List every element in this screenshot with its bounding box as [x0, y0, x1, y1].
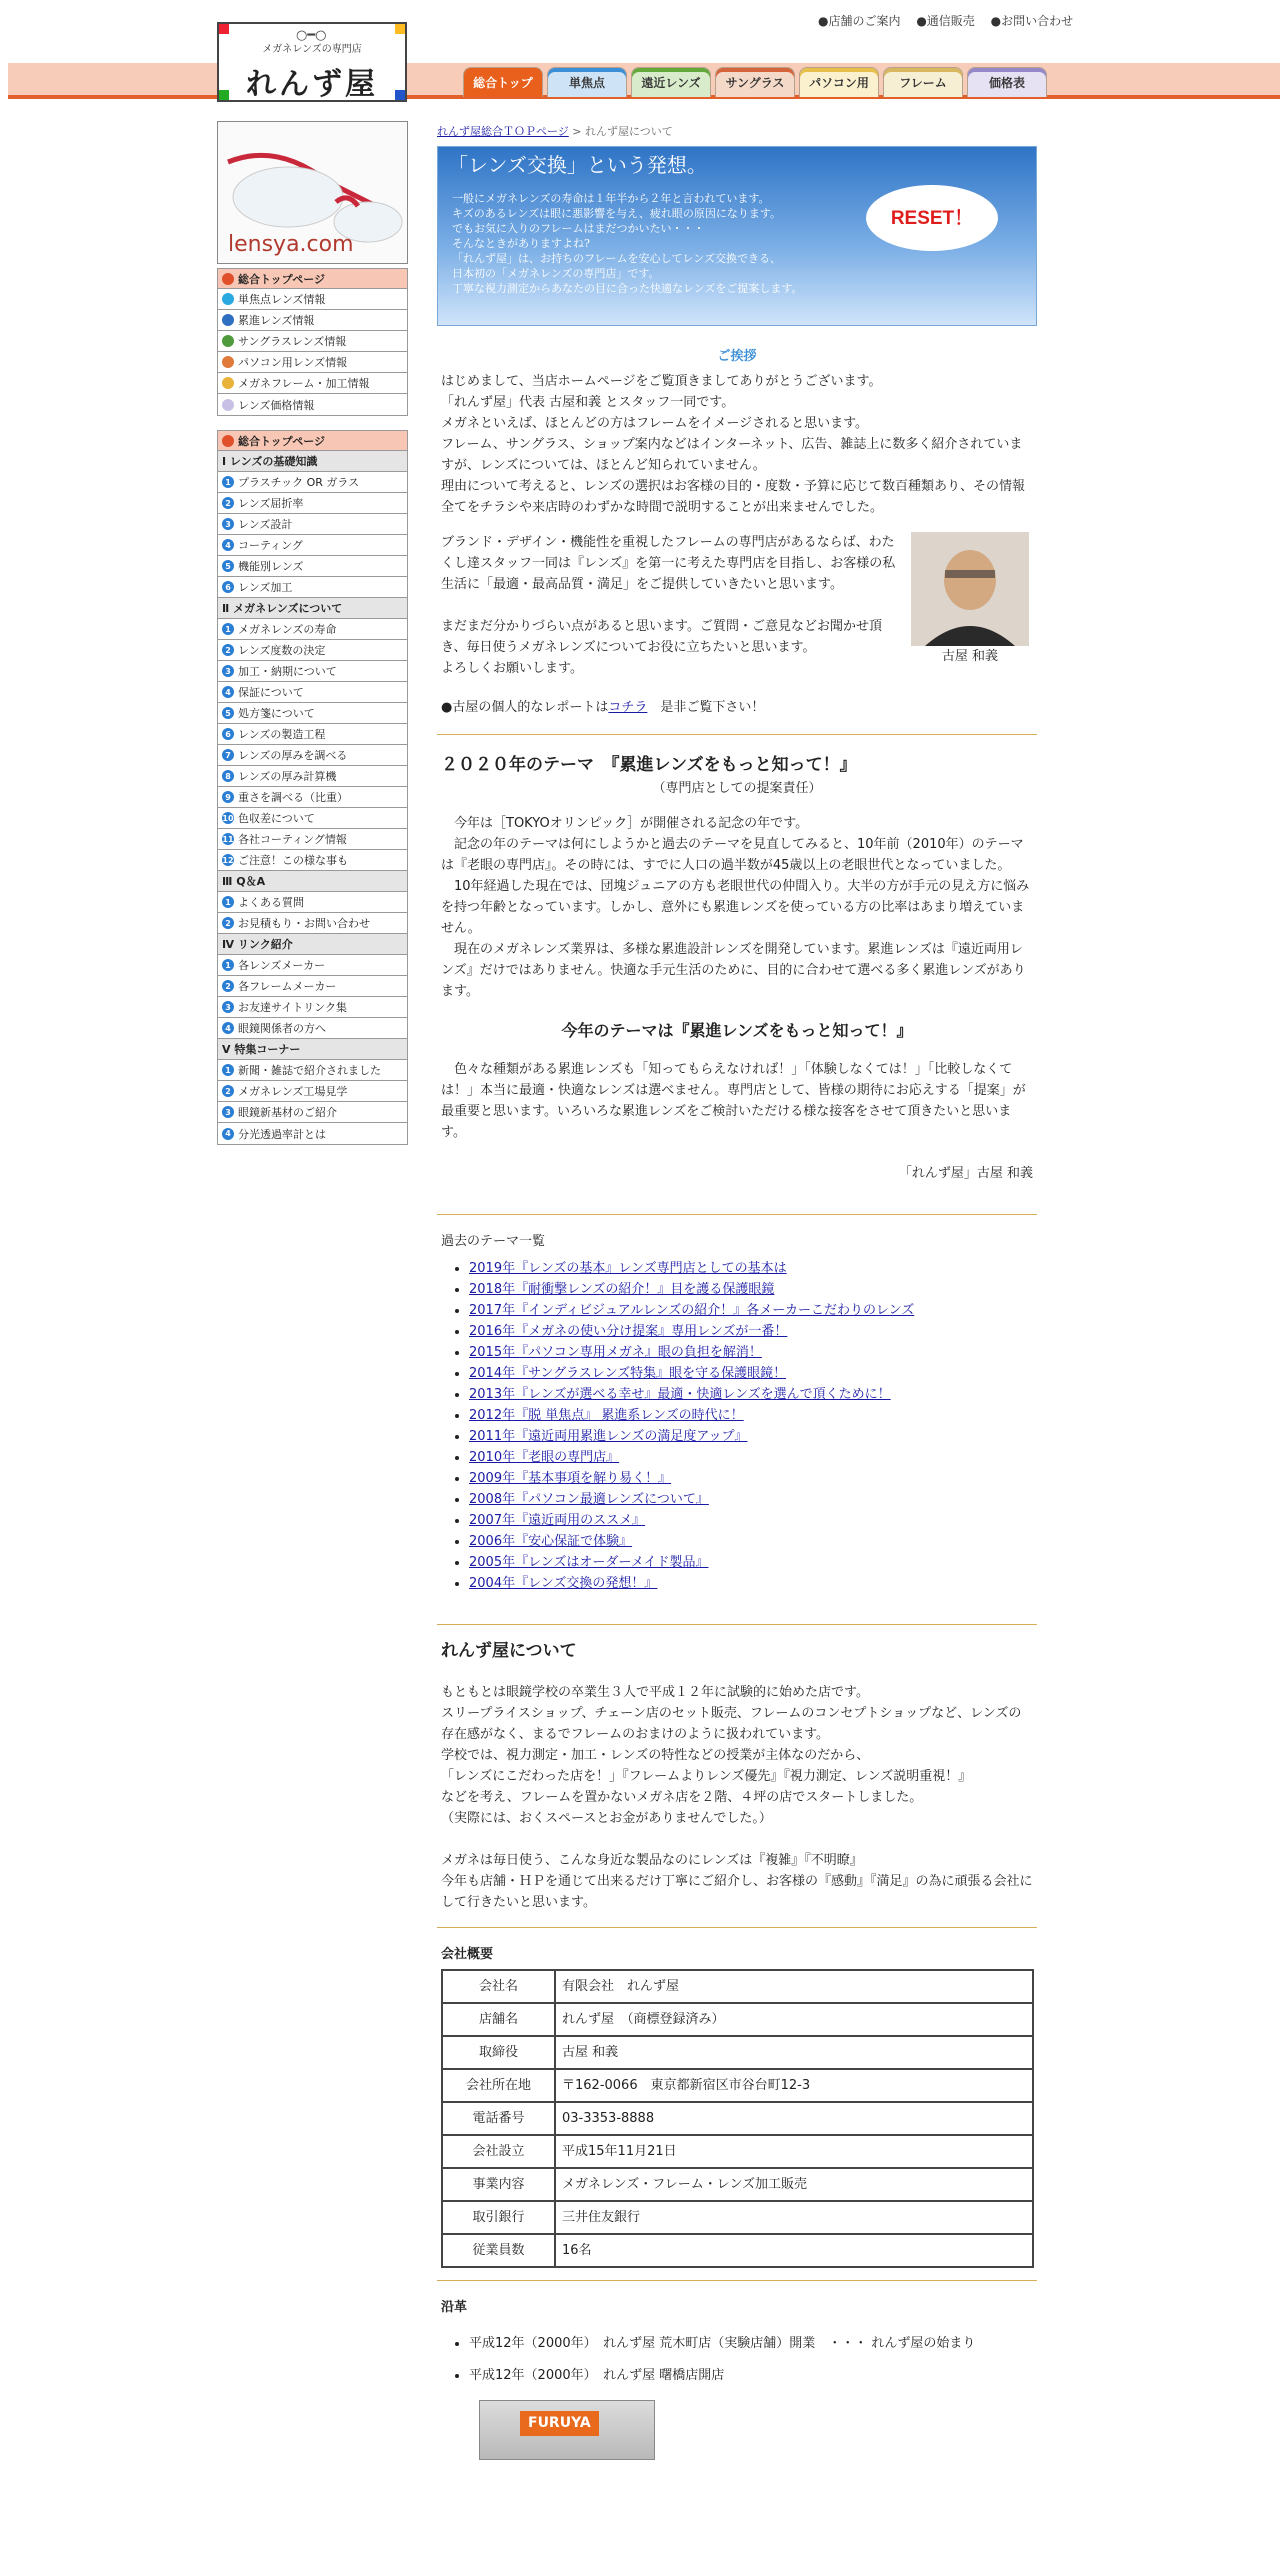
menu-item-label: プラスチック OR ガラス	[238, 476, 360, 489]
menu-item[interactable]	[218, 514, 407, 535]
past-themes-title: 過去のテーマ一覧	[441, 1234, 546, 1249]
number-icon: 2	[222, 497, 234, 509]
category-tabs	[463, 67, 1047, 97]
breadcrumb-current: れんず屋について	[585, 125, 673, 138]
about-title: れんず屋について	[441, 1641, 577, 1661]
menu-item[interactable]	[218, 892, 407, 913]
number-icon: 4	[222, 686, 234, 698]
menu-item[interactable]	[218, 640, 407, 661]
contact-link[interactable]: ●お問い合わせ	[990, 14, 1074, 28]
hero-banner	[437, 146, 1037, 326]
hero-line: 丁寧な視力測定からあなたの目に合った快適なレンズをご提案します。	[452, 282, 803, 295]
menu-item[interactable]	[218, 829, 407, 850]
menu-item[interactable]	[218, 808, 407, 829]
paragraph: フレーム、サングラス、ショップ案内などはインターネット、広告、雑誌上に数多く紹介されていますが、レンズについては、ほとんど知られていません。	[441, 437, 1023, 473]
row-value: 03-3353-8888	[555, 2102, 1033, 2135]
table-row	[442, 1970, 1033, 2003]
tab-price[interactable]: 価格表	[967, 67, 1047, 97]
hero-headline: 「レンズ交換」という発想。	[448, 153, 707, 177]
menu-item-label: レンズ屈折率	[238, 497, 304, 510]
list-item	[469, 1321, 1037, 1342]
number-icon: 1	[222, 959, 234, 971]
theme-heading-2: 今年のテーマは『累進レンズをもっと知って！』	[561, 1021, 913, 1040]
menu-item-label: お友達サイトリンク集	[238, 1001, 348, 1014]
paragraph: 「レンズにこだわった店を！」『フレームよりレンズ優先』『視力測定、レンズ説明重視！』	[441, 1769, 972, 1784]
list-item	[469, 1573, 1037, 1594]
table-row	[442, 2069, 1033, 2102]
number-icon: 3	[222, 1106, 234, 1118]
table-row	[442, 2201, 1033, 2234]
tab-frame[interactable]: フレーム	[883, 67, 963, 97]
number-icon: 11	[222, 834, 234, 844]
number-icon: 3	[222, 1001, 234, 1013]
table-row	[442, 2168, 1033, 2201]
portrait-image	[911, 532, 1029, 646]
bullet-icon	[222, 377, 234, 389]
menu-item[interactable]	[218, 724, 407, 745]
report-suffix: 是非ご覧下さい！	[647, 700, 765, 715]
paragraph: （実際には、おくスペースとお金がありませんでした。）	[441, 1811, 772, 1826]
list-item	[469, 1426, 1037, 1447]
report-link[interactable]: コチラ	[608, 700, 648, 715]
tab-progressive[interactable]: 遠近レンズ	[631, 67, 711, 97]
list-item	[469, 1468, 1037, 1489]
menu-item-label: 処方箋について	[238, 707, 315, 720]
sidebar	[217, 121, 408, 1145]
menu-item[interactable]	[218, 1060, 407, 1081]
about-text-2	[441, 1850, 1033, 1913]
row-value: 〒162-0066 東京都新宿区市谷台町12-3	[555, 2069, 1033, 2102]
menu-section: Ⅲ Q＆A	[218, 871, 407, 892]
list-item	[469, 1342, 1037, 1363]
row-label: 会社所在地	[442, 2069, 555, 2102]
number-icon: 1	[222, 623, 234, 635]
history-title: 沿革	[441, 2300, 468, 2315]
menu-item[interactable]	[218, 913, 407, 934]
row-label: 会社名	[442, 1970, 555, 2003]
past-theme-link[interactable]: 2011年『遠近両用累進レンズの満足度アップ』	[469, 1429, 748, 1444]
greeting-text	[441, 371, 1033, 518]
past-theme-link[interactable]: 2014年『サングラスレンズ特集』眼を守る保護眼鏡！	[469, 1366, 787, 1381]
paragraph: はじめまして、当店ホームページをご覧頂きましてありがとうございます。	[441, 374, 882, 389]
breadcrumb	[437, 121, 1037, 142]
number-icon: 2	[222, 917, 234, 929]
menu-item[interactable]	[218, 745, 407, 766]
paragraph: メガネは毎日使う、こんな身近な製品なのにレンズは『複雑』『不明瞭』	[441, 1853, 863, 1868]
number-icon: 9	[222, 791, 234, 803]
history-list	[469, 2328, 1037, 2392]
hero-line: 日本初の「メガネレンズの専門店」です。	[452, 267, 660, 280]
hero-text	[452, 191, 803, 296]
theme-signature: 「れんず屋」古屋 和義	[898, 1166, 1033, 1181]
lensya-banner[interactable]	[217, 121, 408, 264]
menu-item-label: メガネレンズの寿命	[238, 623, 337, 636]
hero-line: そんなときがありますよね?	[452, 237, 590, 250]
logo-subtitle: メガネレンズの専門店	[262, 44, 362, 55]
menu-item-label: 機能別レンズ	[238, 560, 304, 573]
menu-item-label: 単焦点レンズ情報	[238, 293, 326, 306]
menu-section: Ⅳ リンク紹介	[218, 934, 407, 955]
menu-item-label: レンズの厚み計算機	[238, 770, 337, 783]
menu-item-label: 各フレームメーカー	[238, 980, 337, 993]
row-label: 店舗名	[442, 2003, 555, 2036]
menu-item[interactable]	[218, 535, 407, 556]
breadcrumb-separator: >	[568, 125, 585, 138]
menu-item[interactable]	[218, 331, 407, 352]
paragraph: 記念の年のテーマは何にしようかと過去のテーマを見直してみると、10年前（2010年）のテーマは『老眼の専門店』。その時には、すでに人口の過半数が45歳以上の老眼世代となっていました。	[441, 837, 1024, 873]
menu-item-label: コーティング	[238, 539, 303, 552]
row-value: 古屋 和義	[555, 2036, 1033, 2069]
past-theme-link[interactable]: 2012年『脱 単焦点』 累進系レンズの時代に！	[469, 1408, 744, 1423]
row-label: 取引銀行	[442, 2201, 555, 2234]
divider	[437, 1214, 1037, 1215]
theme-text-2: 色々な種類がある累進レンズも「知ってもらえなければ！」「体験しなくては！」「比較しなくては！」本当に最適・快適なレンズは選べません。専門店として、皆様の期待にお応えする「提案」が最重要と思います。いろいろな累進レンズをご検討いただける様な接客をさせて頂きたいと思います。	[441, 1062, 1026, 1140]
menu-section: Ⅴ 特集コーナー	[218, 1039, 407, 1060]
paragraph: 10年経過した現在では、団塊ジュニアの方も老眼世代の仲間入り。大半の方が手元の見え方に悩みを持つ年齢となっています。しかし、意外にも累進レンズを使っている方の比率はあまり増えていません。	[441, 879, 1030, 936]
menu-head[interactable]: 総合トップページ	[218, 269, 407, 289]
menu-item[interactable]	[218, 1102, 407, 1123]
list-item	[469, 1447, 1037, 1468]
theme-text	[441, 813, 1033, 1002]
table-row	[442, 2102, 1033, 2135]
menu-item-label: 各レンズメーカー	[238, 959, 326, 972]
breadcrumb-home-link[interactable]: れんず屋総合ＴＯＰページ	[437, 125, 569, 138]
row-label: 事業内容	[442, 2168, 555, 2201]
row-label: 会社設立	[442, 2135, 555, 2168]
menu-item[interactable]	[218, 703, 407, 724]
menu-item-label: 累進レンズ情報	[238, 314, 315, 327]
paragraph: 現在のメガネレンズ業界は、多様な累進設計レンズを開発しています。累進レンズは『遠近両用レンズ』だけではありません。快適な手元生活のために、目的に合わせて選べる多く累進レンズがあります。	[441, 942, 1026, 999]
hero-line: 「れんず屋」は、お持ちのフレームを安心してレンズ交換できる、	[452, 252, 781, 265]
menu-item-label: よくある質問	[238, 896, 304, 909]
number-icon: 4	[222, 1022, 234, 1034]
table-row	[442, 2135, 1033, 2168]
past-theme-link[interactable]: 2019年『レンズの基本』レンズ専門店としての基本は	[469, 1261, 787, 1276]
past-theme-link[interactable]: 2006年『安心保証で体験』	[469, 1534, 633, 1549]
menu-item[interactable]	[218, 1081, 407, 1102]
table-row	[442, 2036, 1033, 2069]
row-value: れんず屋 （商標登録済み）	[555, 2003, 1033, 2036]
past-theme-link[interactable]: 2008年『パソコン最適レンズについて』	[469, 1492, 709, 1507]
hero-line: キズのあるレンズは眼に悪影響を与え、疲れ眼の原因になります。	[452, 207, 781, 220]
divider	[437, 2280, 1037, 2281]
row-label: 取締役	[442, 2036, 555, 2069]
row-value: 有限会社 れんず屋	[555, 1970, 1033, 2003]
past-theme-link[interactable]: 2015年『パソコン専用メガネ』眼の負担を解消！	[469, 1345, 762, 1360]
paragraph: メガネといえば、ほとんどの方はフレームをイメージされると思います。	[441, 416, 869, 431]
menu-item[interactable]	[218, 493, 407, 514]
bullet-icon	[222, 356, 234, 368]
paragraph: スリープライスショップ、チェーン店のセット販売、フレームのコンセプトショップなど、レンズの存在感がなく、まるでフレームのおまけのように扱われています。	[441, 1706, 1022, 1742]
menu-item[interactable]	[218, 556, 407, 577]
number-icon: 2	[222, 1085, 234, 1097]
paragraph: 学校では、視力測定・加工・レンズの特性などの授業が主体なのだから、	[441, 1748, 870, 1763]
menu-item[interactable]	[218, 682, 407, 703]
glasses-icon: ○━○	[296, 28, 327, 43]
menu-item-label: ご注意！この様な事も	[238, 854, 348, 867]
photo-caption: 古屋 和義	[941, 649, 999, 664]
mail-order-link[interactable]: ●通信販売	[916, 14, 975, 28]
menu-item[interactable]	[218, 976, 407, 997]
menu-item-label: パソコン用レンズ情報	[238, 356, 348, 369]
top-nav	[818, 12, 1085, 29]
bullet-icon	[222, 293, 234, 305]
menu-item[interactable]	[218, 472, 407, 493]
paragraph: 今年も店舗・ＨＰを通じて出来るだけ丁寧にご紹介し、お客様の『感動』『満足』の為に頑張る会社にして行きたいと思います。	[441, 1874, 1033, 1910]
number-icon: 4	[222, 1128, 234, 1140]
menu-item[interactable]	[218, 997, 407, 1018]
list-item: • 平成12年（2000年） れんず屋 荒木町店（実験店舗）開業 ・・・ れんず屋の始まり	[469, 2328, 1037, 2360]
list-item	[469, 1489, 1037, 1510]
row-value: 平成15年11月21日	[555, 2135, 1033, 2168]
bullet-icon	[222, 435, 234, 447]
row-label: 従業員数	[442, 2234, 555, 2267]
menu-item-label: 眼鏡関係者の方へ	[238, 1022, 326, 1035]
owner-photo	[911, 532, 1029, 667]
number-icon: 2	[222, 980, 234, 992]
tab-sunglass[interactable]: サングラス	[715, 67, 795, 97]
menu-section: Ⅰ レンズの基礎知識	[218, 451, 407, 472]
tab-pc[interactable]: パソコン用	[799, 67, 879, 97]
past-theme-link[interactable]: 2004年『レンズ交換の発想！』	[469, 1576, 658, 1591]
number-icon: 8	[222, 770, 234, 782]
greeting-title: ご挨拶	[717, 349, 757, 364]
menu-item[interactable]	[218, 352, 407, 373]
paragraph: などを考え、フレームを置かないメガネ店を２階、４坪の店でスタートしました。	[441, 1790, 923, 1805]
topics-menu	[217, 430, 408, 1145]
list-item	[469, 1279, 1037, 1300]
menu-item[interactable]	[218, 394, 407, 415]
list-item	[469, 1531, 1037, 1552]
number-icon: 1	[222, 896, 234, 908]
number-icon: 6	[222, 581, 234, 593]
paragraph: 「れんず屋」代表 古屋和義 とスタッフ一同です。	[441, 395, 735, 410]
menu-section: Ⅱ メガネレンズについて	[218, 598, 407, 619]
number-icon: 6	[222, 728, 234, 740]
banner-url: lensya.com	[228, 232, 354, 257]
menu-item-label: 各社コーティング情報	[238, 833, 347, 846]
menu-item[interactable]	[218, 787, 407, 808]
tab-single-vision[interactable]: 単焦点	[547, 67, 627, 97]
number-icon: 5	[222, 707, 234, 719]
menu-item[interactable]	[218, 619, 407, 640]
table-row	[442, 2003, 1033, 2036]
menu-item-label: 新聞・雑誌で紹介されました	[238, 1064, 381, 1077]
number-icon: 7	[222, 749, 234, 761]
divider	[437, 734, 1037, 735]
lens-info-menu	[217, 268, 408, 416]
site-logo[interactable]	[217, 22, 407, 102]
number-icon: 10	[222, 813, 234, 823]
menu-item-label: お見積もり・お問い合わせ	[238, 917, 370, 930]
row-value: 三井住友銀行	[555, 2201, 1033, 2234]
past-theme-link[interactable]: 2007年『遠近両用のススメ』	[469, 1513, 646, 1528]
hero-line: でもお気に入りのフレームはまだつかいたい・・・	[452, 222, 705, 235]
main-content	[437, 121, 1037, 2460]
paragraph: まだまだ分かりづらい点があると思います。ご質問・ご意見などお聞かせ頂き、毎日使うメガネレンズについてお役に立ちたいと思います。	[441, 619, 882, 655]
menu-item[interactable]	[218, 373, 407, 394]
menu-item-label: 色収差について	[238, 812, 315, 825]
past-theme-link[interactable]: 2005年『レンズはオーダーメイド製品』	[469, 1555, 709, 1570]
company-table	[441, 1969, 1034, 2268]
list-item	[469, 1258, 1037, 1279]
shop-info-link[interactable]: ●店舗のご案内	[818, 14, 901, 28]
menu-item-label: レンズ度数の決定	[238, 644, 326, 657]
menu-item[interactable]	[218, 310, 407, 331]
row-value: 16名	[555, 2234, 1033, 2267]
menu-head[interactable]	[218, 431, 407, 451]
past-theme-link[interactable]: 2009年『基本事項を解り易く！』	[469, 1471, 672, 1486]
menu-item[interactable]	[218, 850, 407, 871]
past-theme-link[interactable]: 2017年『インディビジュアルレンズの紹介！』各メーカーこだわりのレンズ	[469, 1303, 915, 1318]
past-theme-link[interactable]: 2010年『老眼の専門店』	[469, 1450, 620, 1465]
menu-item-label: レンズ加工	[238, 581, 293, 594]
paragraph: ブランド・デザイン・機能性を重視したフレームの専門店があるならば、わたくし達スタッフ一同は『レンズ』を第一に考えた専門店を目指し、お客様の私生活に「最適・最高品質・満足」をご提供していきたいと思います。	[441, 535, 896, 592]
about-text	[441, 1682, 1033, 1829]
past-theme-link[interactable]: 2018年『耐衝撃レンズの紹介！』目を護る保護眼鏡	[469, 1282, 775, 1297]
menu-item[interactable]	[218, 955, 407, 976]
menu-item-label: メガネフレーム・加工情報	[238, 377, 370, 390]
paragraph: 今年は［TOKYOオリンピック］が開催される記念の年です。	[441, 816, 809, 831]
shop-photo	[479, 2400, 655, 2460]
number-icon: 4	[222, 539, 234, 551]
paragraph: よろしくお願いします。	[441, 661, 583, 676]
menu-item-label: レンズの製造工程	[238, 728, 326, 741]
number-icon: 5	[222, 560, 234, 572]
divider	[437, 1624, 1037, 1625]
bullet-icon	[222, 335, 234, 347]
number-icon: 3	[222, 665, 234, 677]
theme-title: ２０２０年のテーマ 『累進レンズをもっと知って！』	[441, 755, 857, 775]
past-theme-link[interactable]: 2016年『メガネの使い分け提案』専用レンズが一番！	[469, 1324, 788, 1339]
number-icon: 1	[222, 476, 234, 488]
theme-subtitle: （専門店としての提案責任）	[652, 781, 822, 796]
reset-badge: RESET！	[866, 185, 998, 251]
menu-item-label: 加工・納期について	[238, 665, 337, 678]
menu-item-label: サングラスレンズ情報	[238, 335, 347, 348]
number-icon: 2	[222, 644, 234, 656]
list-item	[469, 1363, 1037, 1384]
company-title: 会社概要	[441, 1947, 494, 1962]
shop-sign: FURUYA	[520, 2411, 599, 2436]
menu-item[interactable]	[218, 766, 407, 787]
row-value: メガネレンズ・フレーム・レンズ加工販売	[555, 2168, 1033, 2201]
report-prefix: ●古屋の個人的なレポートは	[441, 700, 609, 715]
bullet-icon	[222, 273, 234, 285]
menu-item-label: レンズ設計	[238, 518, 293, 531]
list-item	[469, 1405, 1037, 1426]
paragraph: もともとは眼鏡学校の卒業生３人で平成１２年に試験的に始めた店です。	[441, 1685, 869, 1700]
menu-item-label: レンズの厚みを調べる	[238, 749, 348, 762]
menu-head-label: 総合トップページ	[238, 434, 326, 448]
number-icon: 3	[222, 518, 234, 530]
row-label: 電話番号	[442, 2102, 555, 2135]
table-row	[442, 2234, 1033, 2267]
menu-item-label: 眼鏡新基材のご紹介	[238, 1106, 337, 1119]
list-item	[469, 1384, 1037, 1405]
menu-item-label: 重さを調べる（比重）	[238, 791, 348, 804]
bullet-icon	[222, 314, 234, 326]
divider	[437, 1927, 1037, 1928]
menu-item[interactable]	[218, 577, 407, 598]
menu-item-label: 分光透過率計とは	[238, 1127, 326, 1141]
list-item: • 平成12年（2000年） れんず屋 曙橋店開店	[469, 2360, 1037, 2392]
paragraph: 理由について考えると、レンズの選択はお客様の目的・度数・予算に応じて数百種類あり、その情報全てをチラシや来店時のわずかな時間で説明することが出来ませんでした。	[441, 479, 1026, 515]
past-theme-link[interactable]: 2013年『レンズが選べる幸せ』最適・快適レンズを選んで頂くために！	[469, 1387, 891, 1402]
number-icon: 12	[222, 855, 234, 865]
list-item	[469, 1552, 1037, 1573]
menu-item[interactable]	[218, 289, 407, 310]
tab-top[interactable]: 総合トップ	[463, 67, 543, 97]
number-icon: 1	[222, 1064, 234, 1076]
menu-item[interactable]	[218, 1123, 407, 1144]
bullet-icon	[222, 399, 234, 411]
menu-item-label: レンズ価格情報	[238, 398, 315, 412]
menu-item-label: 保証について	[238, 686, 304, 699]
logo-title: れんず屋	[246, 67, 378, 102]
list-item	[469, 1300, 1037, 1321]
hero-line: 一般にメガネレンズの寿命は１年半から２年と言われています。	[452, 192, 770, 205]
menu-item[interactable]	[218, 1018, 407, 1039]
menu-item[interactable]	[218, 661, 407, 682]
list-item	[469, 1510, 1037, 1531]
menu-item-label: メガネレンズ工場見学	[238, 1085, 348, 1098]
past-themes-list	[469, 1258, 1037, 1594]
